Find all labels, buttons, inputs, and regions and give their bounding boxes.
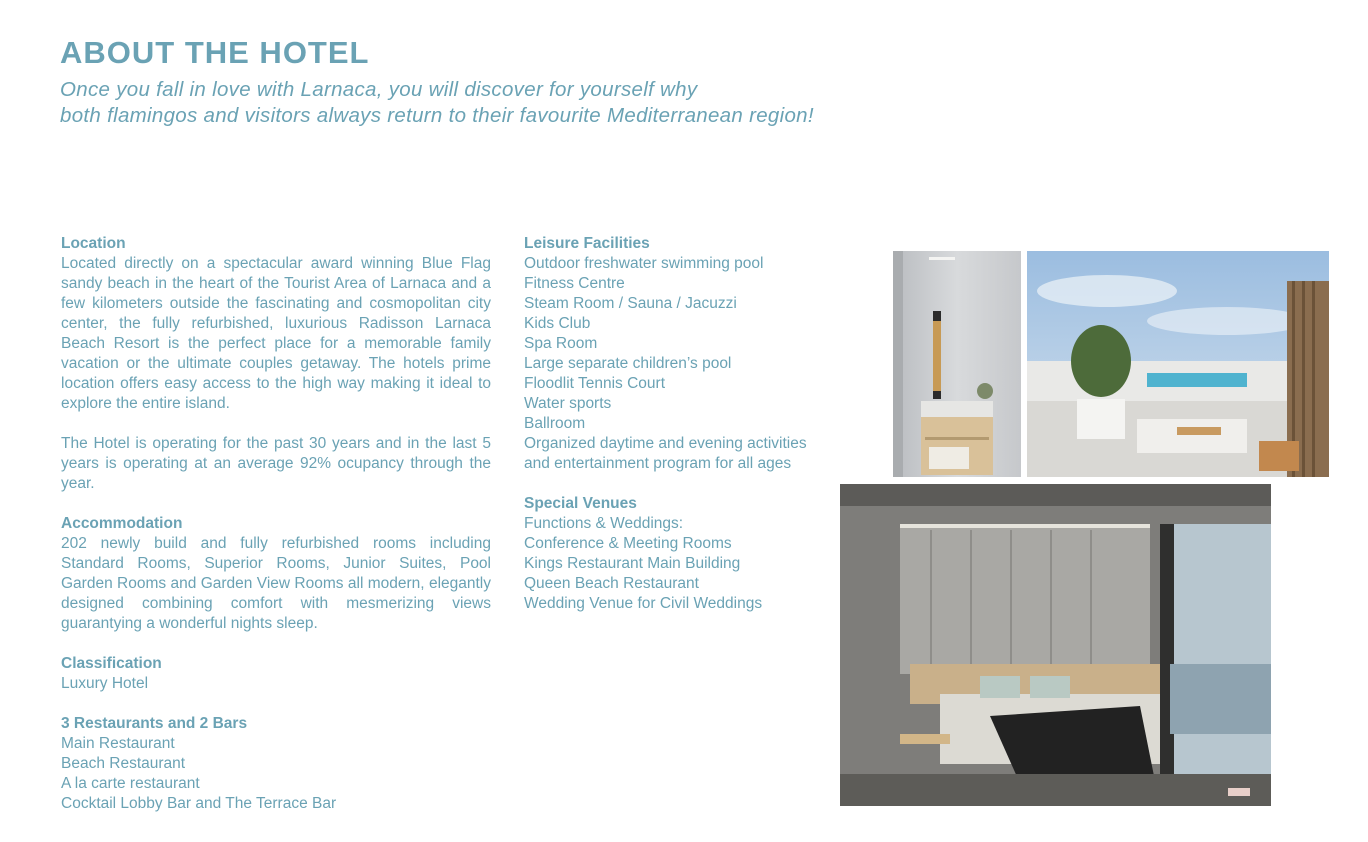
bedroom-photo [840,484,1271,806]
operating-text: The Hotel is operating for the past 30 years and in the last 5 years is operating at an average 92% ocupancy through the year. [61,435,491,492]
leisure-item: Ballroom [524,415,586,432]
leisure-heading: Leisure Facilities [524,235,650,252]
venue-item: Queen Beach Restaurant [524,575,699,592]
venues-heading: Special Venues [524,495,637,512]
location-heading: Location [61,235,126,252]
middle-column [524,234,854,634]
terrace-photo [1027,251,1329,477]
leisure-item: and entertainment program for all ages [524,455,792,472]
restaurant-item: Main Restaurant [61,735,175,752]
leisure-item: Spa Room [524,335,598,352]
venue-item: Kings Restaurant Main Building [524,555,741,572]
accommodation-section [61,514,491,634]
location-text: Located directly on a spectacular award winning Blue Flag sandy beach in the heart of the Tourist Area of Larnaca and a few kilometers outside the fascinating and cosmopolitan city center, the fully refurbished, luxurious Radisson Larnaca Beach Resort is the perfect place for a memorable family vacation or the ultimate couples getaway. The hotels prime location offers easy access to the high way making it ideal to explore the entire island. [61,255,491,412]
leisure-item: Kids Club [524,315,591,332]
classification-heading: Classification [61,655,162,672]
leisure-item: Fitness Centre [524,275,625,292]
leisure-item: Steam Room / Sauna / Jacuzzi [524,295,737,312]
leisure-section [524,234,854,474]
page-subtitle [60,77,940,129]
restaurants-section [61,714,491,814]
leisure-item: Floodlit Tennis Court [524,375,666,392]
page-title: ABOUT THE HOTEL [60,35,370,70]
venues-section [524,494,854,614]
accommodation-text: 202 newly build and fully refurbished rooms including Standard Rooms, Superior Rooms, Junior Suites, Pool Garden Rooms and Garden View Rooms all modern, elegantly designed combining comfort with mesmerizing views guarantying a wonderful nights sleep. [61,535,491,632]
venue-item: Wedding Venue for Civil Weddings [524,595,763,612]
leisure-item: Outdoor freshwater swimming pool [524,255,764,272]
classification-section [61,654,491,694]
subtitle-line-1: Once you fall in love with Larnaca, you will discover for yourself why [60,78,698,101]
venue-item: Functions & Weddings: [524,515,684,532]
operating-section [61,434,491,494]
restaurant-item: Beach Restaurant [61,755,186,772]
accommodation-heading: Accommodation [61,515,183,532]
leisure-item: Water sports [524,395,612,412]
venue-item: Conference & Meeting Rooms [524,535,732,552]
subtitle-line-2: both flamingos and visitors always return to their favourite Mediterranean region! [60,104,814,127]
bathroom-photo [893,251,1021,477]
restaurant-item: Cocktail Lobby Bar and The Terrace Bar [61,795,337,812]
restaurants-heading: 3 Restaurants and 2 Bars [61,715,248,732]
left-column [61,234,491,834]
leisure-item: Organized daytime and evening activities [524,435,807,452]
location-section [61,234,491,414]
classification-value: Luxury Hotel [61,675,149,692]
restaurant-item: A la carte restaurant [61,775,200,792]
leisure-item: Large separate children’s pool [524,355,732,372]
